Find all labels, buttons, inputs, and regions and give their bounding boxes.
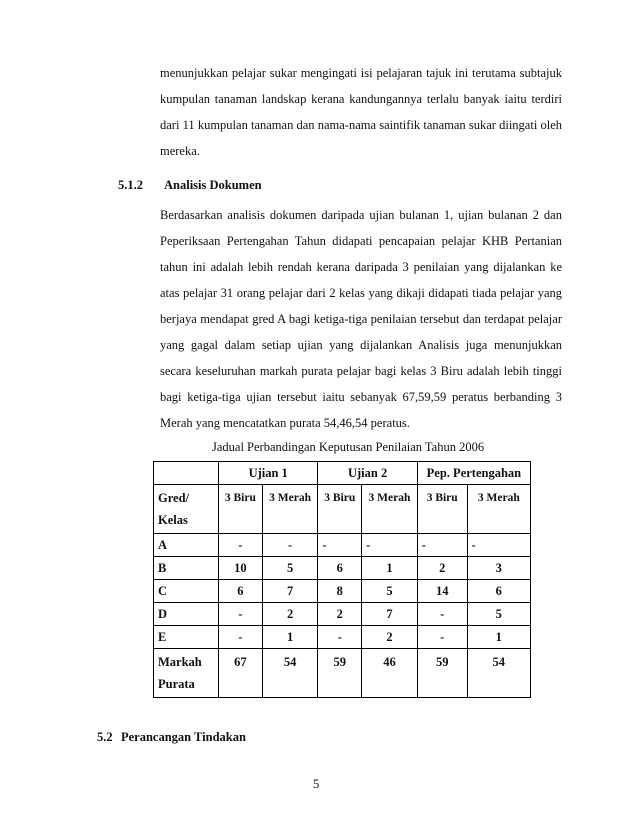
section-number: 5.1.2	[118, 178, 143, 192]
average-label-line1: Markah	[158, 655, 202, 669]
table-row	[154, 580, 531, 603]
average-label	[154, 649, 219, 698]
section-title: Perancangan Tindakan	[121, 730, 246, 744]
table-cell: -	[219, 534, 263, 557]
subheader-cell: 3 Biru	[318, 485, 362, 534]
subheader-cell: 3 Biru	[219, 485, 263, 534]
table-cell: -	[417, 534, 467, 557]
table-cell: 67	[219, 649, 263, 698]
group-header-ujian-1: Ujian 1	[219, 462, 318, 485]
table-cell: 5	[262, 557, 318, 580]
table-cell: 2	[318, 603, 362, 626]
table-row	[154, 557, 531, 580]
table-cell: 14	[417, 580, 467, 603]
intro-paragraph: menunjukkan pelajar sukar mengingati isi pelajaran tajuk ini terutama subtajuk kumpulan tanaman landskap kerana kandungannya terlalu banyak iaitu terdiri dari 11 kumpulan tanaman dan nama-nama saintifik tanaman sukar diingati oleh mereka.	[160, 66, 562, 158]
table-cell: 2	[262, 603, 318, 626]
table-cell: 2	[362, 626, 418, 649]
table-cell: 3	[467, 557, 530, 580]
subheader-cell: 3 Merah	[262, 485, 318, 534]
table-cell: -	[219, 626, 263, 649]
table-cell: -	[362, 534, 418, 557]
table-cell: 6	[219, 580, 263, 603]
table-cell: 5	[362, 580, 418, 603]
table-cell: 6	[467, 580, 530, 603]
group-header-ujian-2: Ujian 2	[318, 462, 417, 485]
section-number: 5.2	[97, 730, 113, 744]
row-header-line2: Kelas	[158, 513, 188, 527]
table-cell: 59	[318, 649, 362, 698]
average-row	[154, 649, 531, 698]
grade-label: B	[154, 557, 219, 580]
table-cell: 54	[467, 649, 530, 698]
row-header-line1: Gred/	[158, 491, 190, 505]
table-cell: 7	[262, 580, 318, 603]
group-header-pep-pertengahan: Pep. Pertengahan	[417, 462, 530, 485]
row-header-label	[154, 485, 219, 534]
table-cell: 1	[467, 626, 530, 649]
table-cell: -	[318, 534, 362, 557]
subheader-cell: 3 Merah	[467, 485, 530, 534]
table-cell: 5	[467, 603, 530, 626]
page-number: 5	[313, 777, 320, 791]
grade-label: C	[154, 580, 219, 603]
table-group-header-row	[154, 462, 531, 485]
table-cell: 1	[362, 557, 418, 580]
table-cell: 1	[262, 626, 318, 649]
table-row	[154, 534, 531, 557]
table-cell: -	[262, 534, 318, 557]
table-cell: 59	[417, 649, 467, 698]
table-caption: Jadual Perbandingan Keputusan Penilaian Tahun 2006	[212, 440, 485, 454]
table-row	[154, 626, 531, 649]
table-cell: 2	[417, 557, 467, 580]
grade-label: A	[154, 534, 219, 557]
table-cell: -	[417, 603, 467, 626]
table-cell: -	[318, 626, 362, 649]
analysis-paragraph: Berdasarkan analisis dokumen daripada ujian bulanan 1, ujian bulanan 2 dan Peperiksaan Pertengahan Tahun didapati pencapaian pelajar KHB Pertanian tahun ini adalah lebih rendah kerana daripada 3 penilaian yang dijalankan ke atas pelajar 31 orang pelajar dari 2 kelas yang dikaji didapati tiada pelajar yang berjaya mendapat gred A bagi ketiga-tiga penilaian tersebut dan terdapat pelajar yang gagal dalam setiap ujian yang dijalankan Analisis juga menunjukkan secara keseluruhan markah purata pelajar bagi kelas 3 Biru adalah lebih tinggi bagi ketiga-tiga ujian tersebut iaitu sebanyak 67,59,59 peratus berbanding 3 Merah yang mencatatkan purata 54,46,54 peratus.	[160, 208, 562, 430]
section-title: Analisis Dokumen	[164, 178, 262, 192]
table-subheader-row	[154, 485, 531, 534]
grade-label: E	[154, 626, 219, 649]
table-cell: -	[417, 626, 467, 649]
table-row	[154, 603, 531, 626]
table-corner-cell	[154, 462, 219, 485]
table-cell: 54	[262, 649, 318, 698]
subheader-cell: 3 Biru	[417, 485, 467, 534]
table-cell: 6	[318, 557, 362, 580]
table-cell: -	[467, 534, 530, 557]
results-table	[153, 461, 531, 698]
average-label-line2: Purata	[158, 677, 195, 691]
table-cell: 46	[362, 649, 418, 698]
subheader-cell: 3 Merah	[362, 485, 418, 534]
table-cell: 8	[318, 580, 362, 603]
grade-label: D	[154, 603, 219, 626]
table-cell: -	[219, 603, 263, 626]
table-cell: 7	[362, 603, 418, 626]
table-cell: 10	[219, 557, 263, 580]
